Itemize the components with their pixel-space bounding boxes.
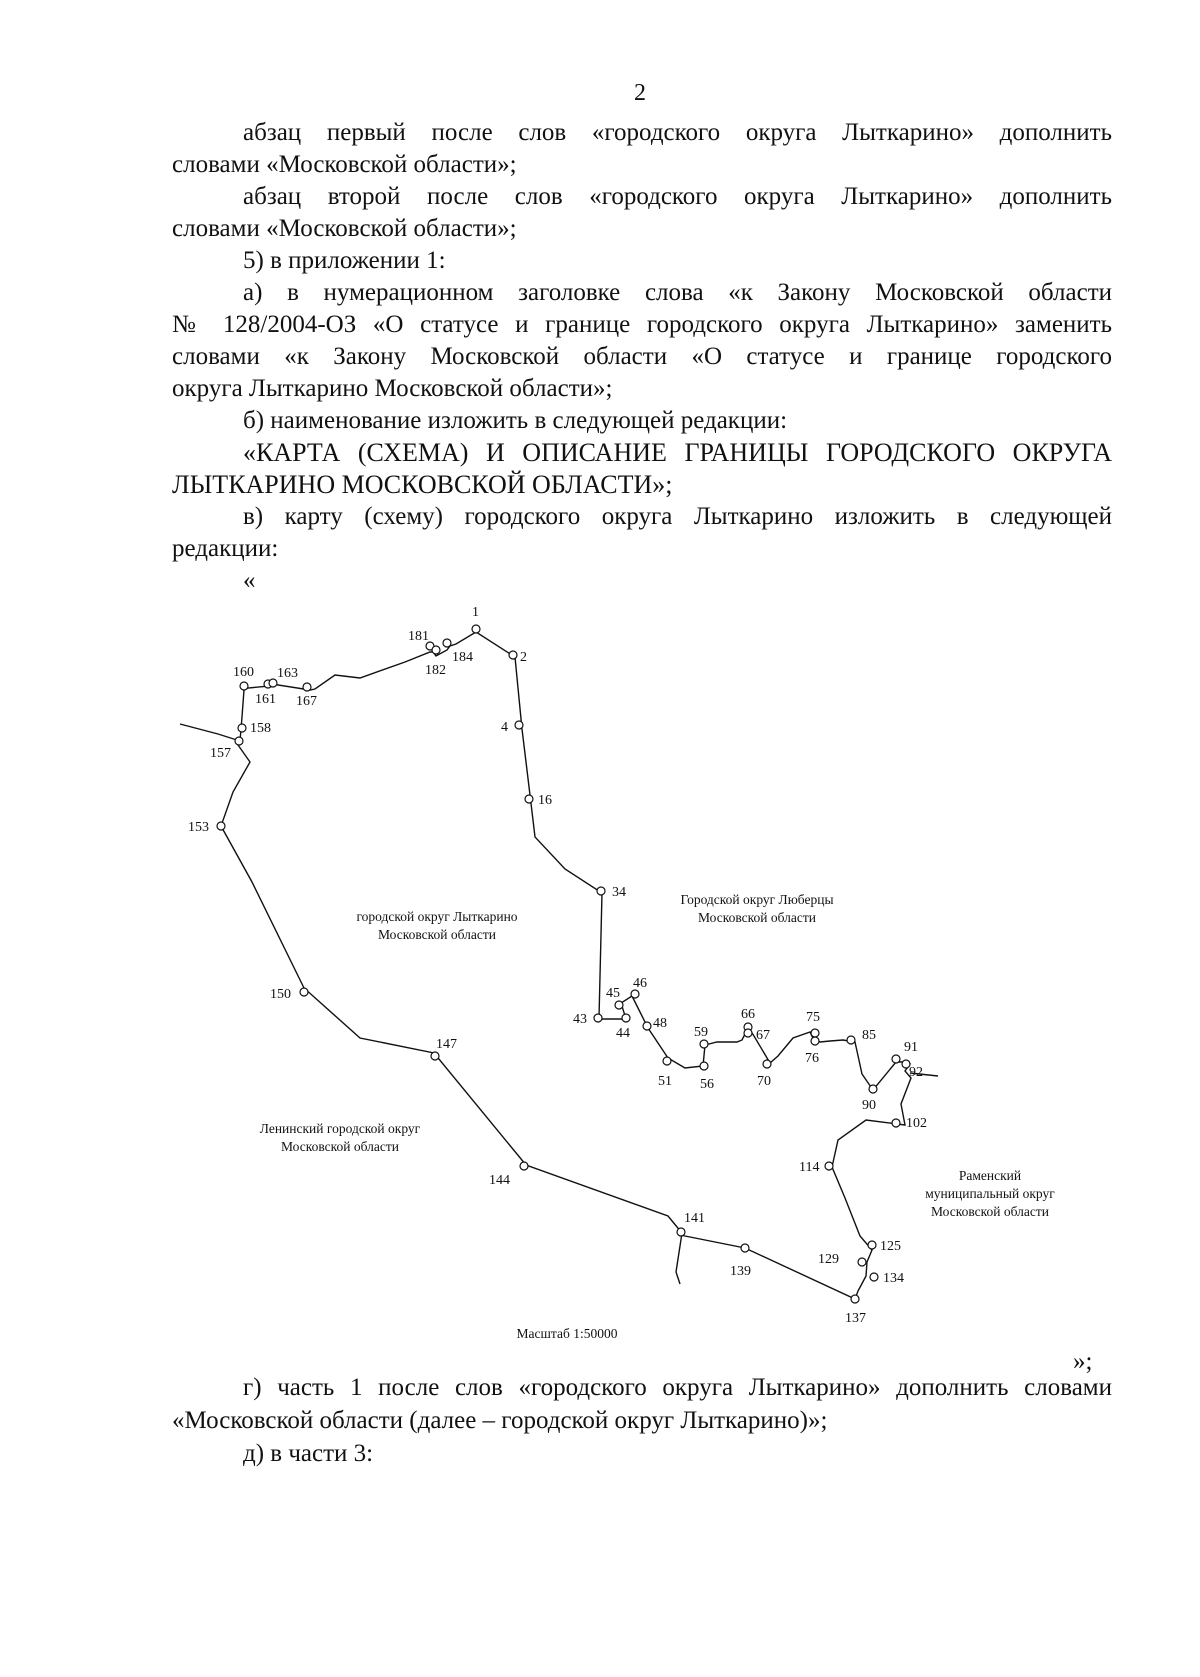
paragraph-cont: словами «Московской области»;	[172, 151, 517, 178]
point-label: 182	[425, 663, 446, 678]
region-leninsky: Московской области	[280, 1139, 400, 1154]
point-label: 4	[501, 720, 508, 735]
point-label: 129	[818, 1252, 839, 1267]
paragraph: абзац первый после слов «городского округа Лыткарино» дополнить	[243, 119, 1112, 146]
point-label: 92	[909, 1065, 923, 1080]
point-label: 125	[880, 1239, 901, 1254]
region-lytkarino: Московской области	[377, 927, 497, 942]
point-label: 46	[633, 976, 647, 991]
paragraph: г) часть 1 после слов «городского округа Лыткарино» дополнить словами	[243, 1374, 1112, 1401]
point-label: 34	[612, 885, 626, 900]
point-label: 114	[799, 1160, 820, 1175]
region-ramensky: Раменский	[958, 1168, 1022, 1183]
point-label: 137	[845, 1311, 866, 1326]
point-label: 75	[806, 1010, 820, 1025]
point-label: 44	[616, 1026, 630, 1041]
point-label: 134	[883, 1271, 904, 1286]
point-label: 1	[472, 605, 479, 620]
point-label: 144	[489, 1173, 510, 1188]
point-label: 16	[538, 793, 552, 808]
region-lyubertsy: Московской области	[697, 910, 817, 925]
paragraph-cont: округа Лыткарино Московской области»;	[172, 375, 613, 402]
point-label: 76	[805, 1051, 819, 1066]
point-label: 70	[757, 1074, 771, 1089]
region-ramensky: Московской области	[930, 1204, 1050, 1219]
paragraph-cont: словами «к Закону Московской области «О статусе и границе городского	[172, 343, 1112, 370]
point-label: 160	[233, 665, 254, 680]
point-label: 158	[250, 721, 271, 736]
region-ramensky: муниципальный округ	[925, 1186, 1055, 1201]
paragraph: б) наименование изложить в следующей редакции:	[243, 407, 788, 434]
page-number: 2	[634, 80, 646, 106]
point-label: 90	[862, 1098, 876, 1113]
point-label: 102	[906, 1116, 927, 1131]
paragraph-cont: «Московской области (далее – городской округ Лыткарино)»;	[172, 1407, 828, 1434]
point-label: 141	[684, 1211, 705, 1226]
point-label: 161	[255, 692, 276, 707]
heading-caps-cont: ЛЫТКАРИНО МОСКОВСКОЙ ОБЛАСТИ»;	[172, 470, 673, 499]
paragraph-cont: № 128/2004-ОЗ «О статусе и границе городского округа Лыткарино» заменить	[172, 311, 1112, 338]
point-label: 150	[270, 987, 291, 1002]
open-quote: «	[243, 567, 256, 594]
point-label: 139	[730, 1264, 751, 1279]
paragraph: д) в части 3:	[243, 1440, 374, 1467]
point-label: 157	[210, 746, 231, 761]
point-label: 48	[653, 1016, 667, 1031]
paragraph: а) в нумерационном заголовке слова «к Закону Московской области	[243, 279, 1112, 306]
point-label: 163	[277, 666, 298, 681]
point-label: 85	[862, 1028, 876, 1043]
point-label: 43	[573, 1012, 587, 1027]
paragraph-cont: редакции:	[172, 535, 279, 562]
region-lyubertsy: Городской округ Люберцы	[680, 892, 834, 907]
region-labels	[260, 892, 1055, 1341]
map-scale: Масштаб 1:50000	[516, 1326, 618, 1341]
point-label: 184	[452, 650, 473, 665]
paragraph-cont: словами «Московской области»;	[172, 215, 517, 242]
heading-caps: «КАРТА (СХЕМА) И ОПИСАНИЕ ГРАНИЦЫ ГОРОДСКОГО ОКРУГА	[243, 438, 1112, 467]
point-label: 51	[658, 1074, 672, 1089]
point-label: 153	[188, 820, 209, 835]
point-label: 91	[904, 1040, 918, 1055]
point-label: 45	[606, 986, 620, 1001]
point-label: 167	[296, 694, 317, 709]
paragraph: 5) в приложении 1:	[243, 247, 446, 274]
point-label: 147	[436, 1037, 457, 1052]
region-leninsky: Ленинский городской округ	[259, 1121, 421, 1136]
point-labels	[188, 605, 927, 1326]
point-label: 66	[741, 1007, 755, 1022]
point-label: 56	[700, 1077, 714, 1092]
close-quote: »;	[1073, 1348, 1093, 1375]
boundary-line	[180, 632, 938, 1299]
tail-text	[172, 1371, 1112, 1470]
point-label: 59	[694, 1025, 708, 1040]
boundary-map	[0, 600, 1200, 1360]
paragraph: абзац второй после слов «городского округа Лыткарино» дополнить	[243, 183, 1112, 210]
body-text	[172, 117, 1112, 597]
point-label: 2	[520, 650, 527, 665]
point-label: 181	[408, 629, 429, 644]
boundary-points	[217, 625, 910, 1303]
paragraph: в) карту (схему) городского округа Лыткарино изложить в следующей	[243, 503, 1112, 530]
point-label: 67	[756, 1028, 770, 1043]
region-lytkarino: городской округ Лыткарино	[356, 909, 518, 924]
